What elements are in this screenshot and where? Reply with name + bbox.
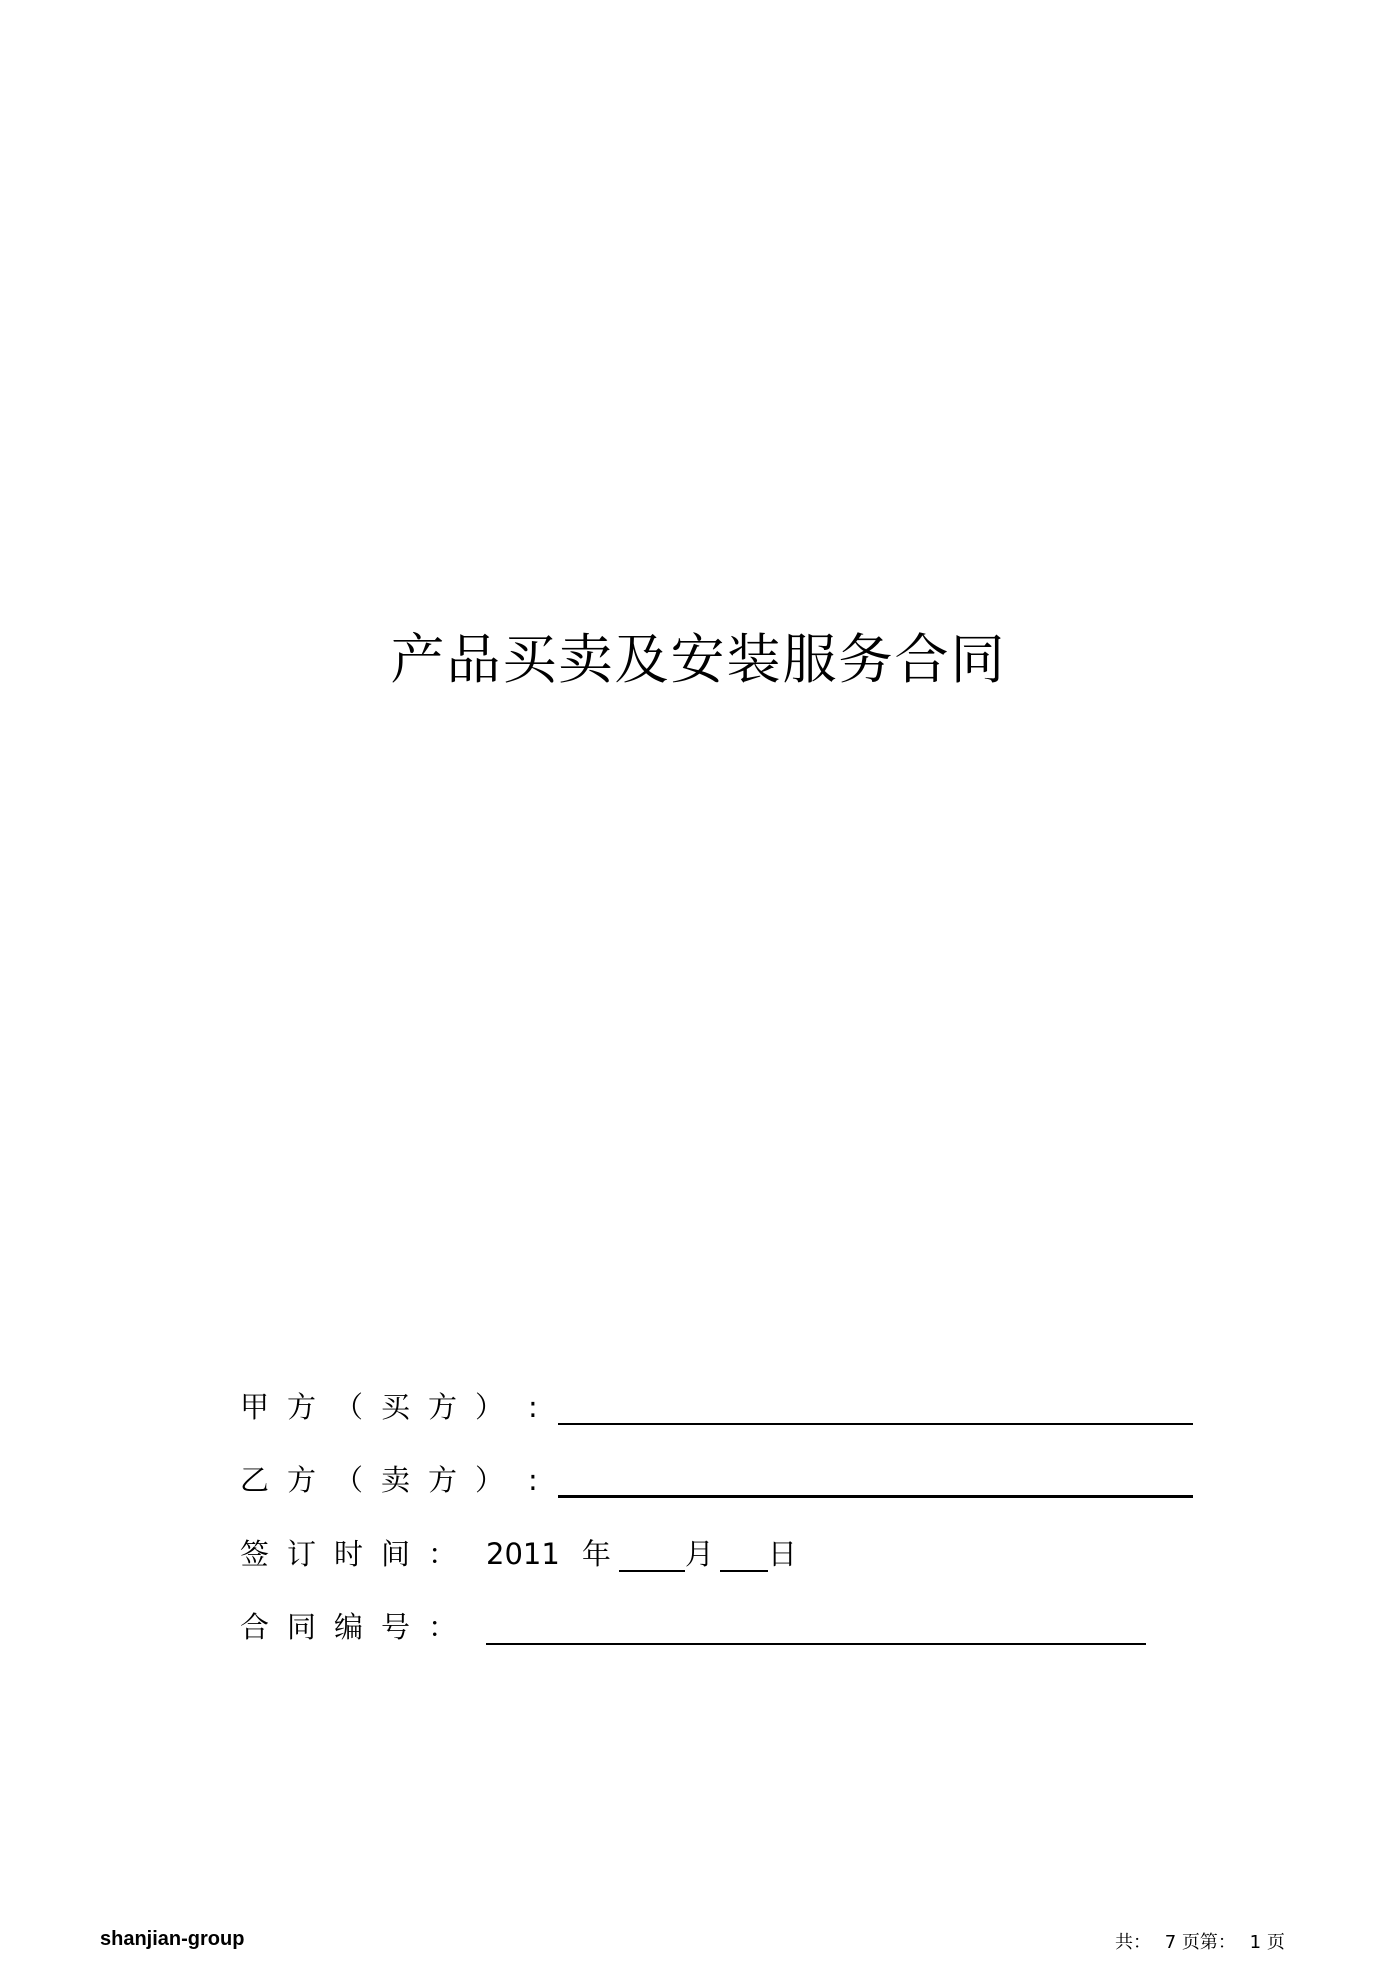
sign-date-row	[240, 1532, 797, 1572]
contract-no-row	[240, 1605, 1146, 1645]
sign-date-year-unit: 年	[581, 1537, 611, 1571]
footer-company: shanjian-group	[100, 1928, 245, 1950]
party-a-blank[interactable]	[558, 1393, 1193, 1425]
sign-date-day-blank[interactable]	[720, 1542, 768, 1572]
party-b-blank[interactable]	[558, 1465, 1193, 1498]
sign-date-day-unit: 日	[767, 1537, 797, 1571]
sign-date-month-unit: 月	[684, 1537, 714, 1571]
footer-current-unit: 页	[1266, 1932, 1285, 1953]
party-b-label: 乙方（卖方）	[240, 1463, 523, 1497]
document-title: 产品买卖及安装服务合同	[390, 628, 1007, 691]
footer-total-pages: 7	[1164, 1932, 1177, 1953]
sign-date-month-blank[interactable]	[619, 1542, 685, 1572]
footer-current-page: 1	[1249, 1932, 1262, 1953]
footer-total-prefix: 共：	[1115, 1932, 1151, 1953]
party-b-colon: :	[528, 1463, 538, 1497]
party-b-row	[240, 1458, 1193, 1498]
party-a-row	[240, 1385, 1193, 1425]
sign-date-label: 签订时间：	[240, 1537, 476, 1571]
footer-page-counter	[1115, 1928, 1285, 1954]
contract-no-label: 合同编号：	[240, 1610, 476, 1644]
sign-date-year: 2011	[486, 1537, 560, 1571]
footer-page-unit: 页第：	[1181, 1932, 1236, 1953]
party-a-colon: :	[528, 1390, 538, 1424]
contract-no-blank[interactable]	[486, 1613, 1146, 1645]
party-a-label: 甲方（买方）	[240, 1390, 523, 1424]
